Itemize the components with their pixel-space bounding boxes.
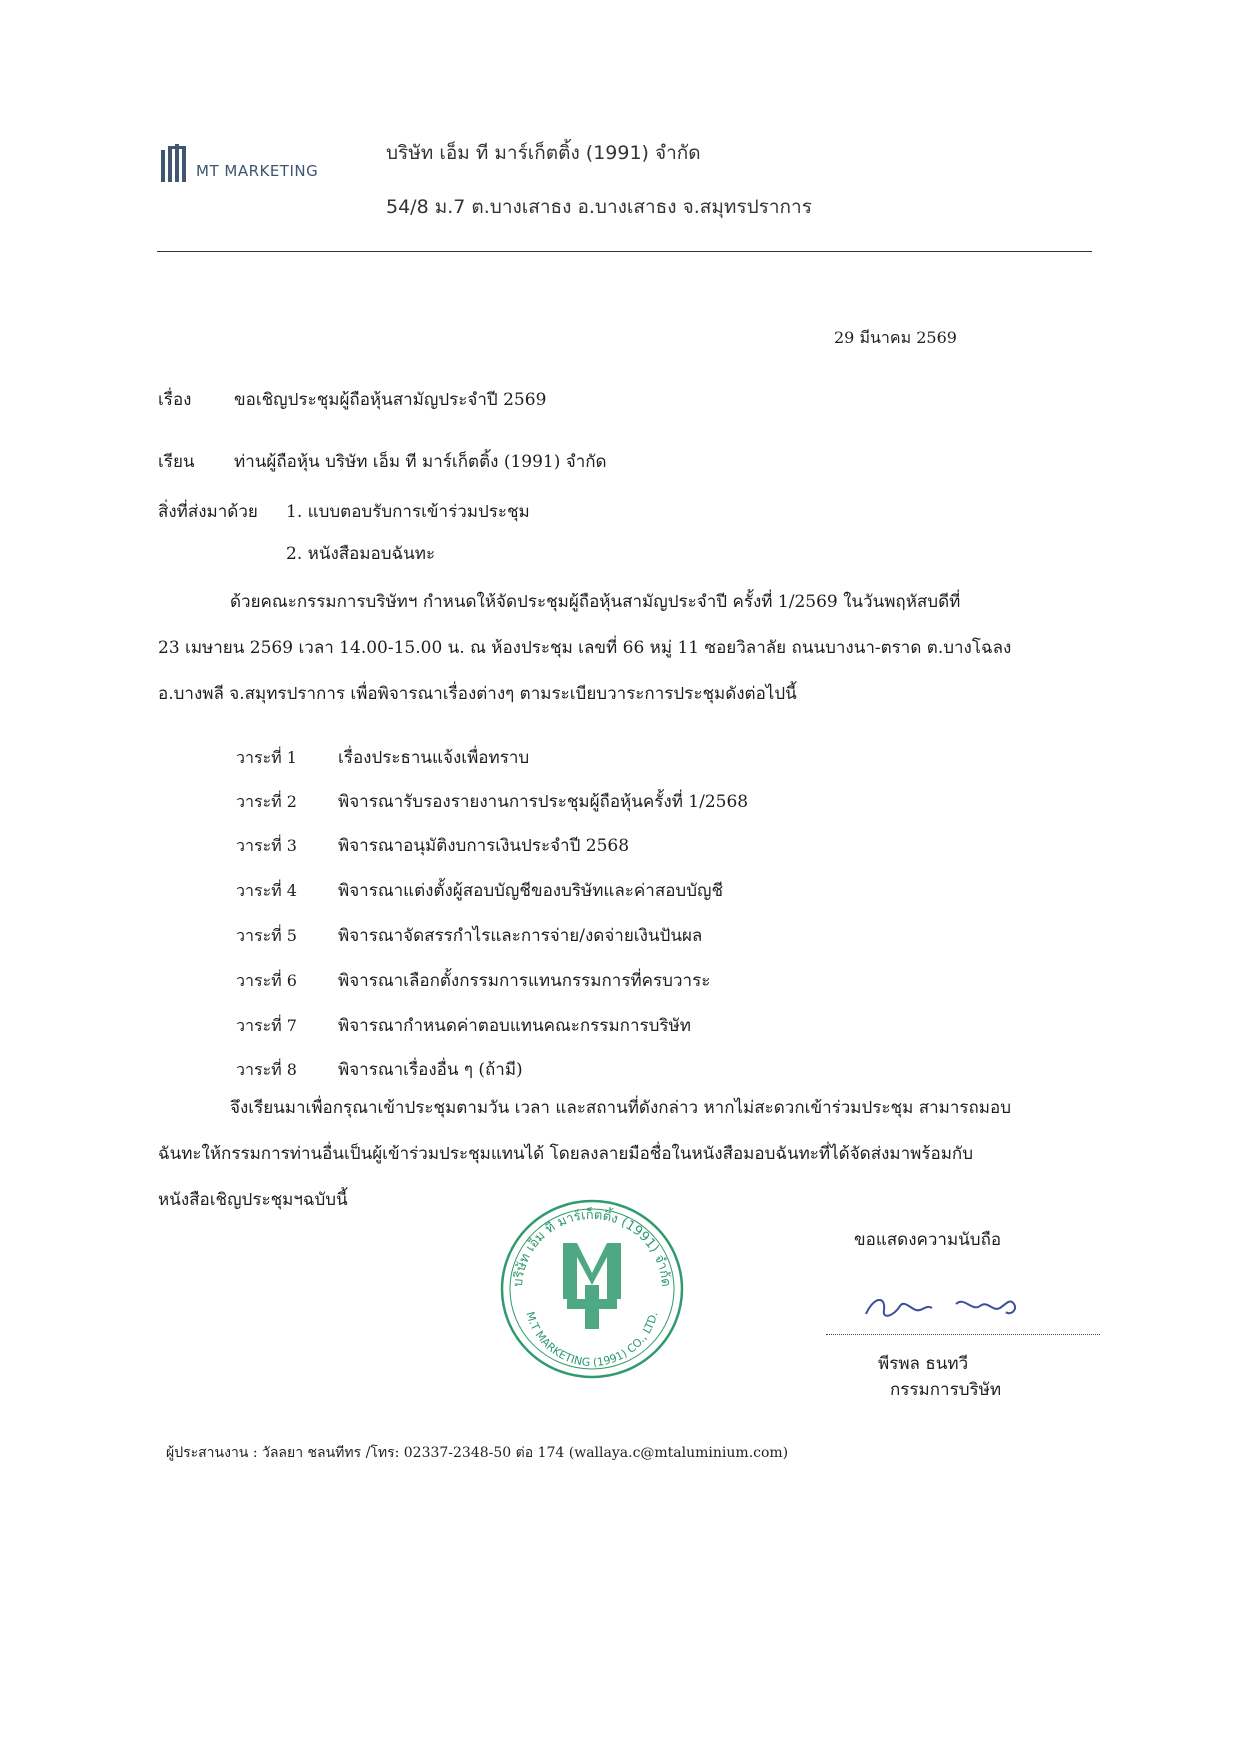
agenda-number: วาระที่ 4: [236, 881, 297, 900]
closing-line: จึงเรียนมาเพื่อกรุณาเข้าประชุมตามวัน เวลา และสถานที่ดังกล่าว หากไม่สะดวกเข้าร่วมประชุม สามารถมอบ: [230, 1098, 1012, 1118]
agenda-number: วาระที่ 6: [236, 971, 297, 990]
signatory-name: พีรพล ธนทวี: [878, 1354, 969, 1374]
body-line: ด้วยคณะกรรมการบริษัทฯ กำหนดให้จัดประชุมผู้ถือหุ้นสามัญประจำปี ครั้งที่ 1/2569 ในวันพฤหัสบดีที่: [230, 592, 961, 612]
closing-regards: ขอแสดงความนับถือ: [854, 1230, 1002, 1250]
coordinator-contact: ผู้ประสานงาน : วัลลยา ชลนทีทร /โทร: 02337-2348-50 ต่อ 174 (wallaya.c@mtaluminium.com): [166, 1445, 789, 1461]
agenda-item: พิจารณาจัดสรรกำไรและการจ่าย/งดจ่ายเงินปันผล: [338, 926, 703, 946]
stamp-top-text: บริษัท เอ็ม ที มาร์เก็ตติ้ง (1991) จำกัด: [510, 1207, 674, 1288]
subject-text: ขอเชิญประชุมผู้ถือหุ้นสามัญประจำปี 2569: [234, 390, 547, 410]
agenda-number: วาระที่ 7: [236, 1016, 297, 1035]
signatory-title: กรรมการบริษัท: [890, 1380, 1002, 1400]
stamp-bottom-text: M.T MARKETING (1991) CO., LTD.: [523, 1310, 661, 1370]
letter-date: 29 มีนาคม 2569: [834, 328, 957, 347]
to-label: เรียน: [158, 452, 195, 472]
company-address: 54/8 ม.7 ต.บางเสาธง อ.บางเสาธง จ.สมุทรปราการ: [386, 196, 812, 218]
company-name: บริษัท เอ็ม ที มาร์เก็ตติ้ง (1991) จำกัด: [386, 142, 701, 164]
signature-line: [826, 1334, 1100, 1335]
agenda-item: พิจารณาเรื่องอื่น ๆ (ถ้ามี): [338, 1060, 523, 1080]
subject-label: เรื่อง: [158, 390, 192, 410]
agenda-number: วาระที่ 2: [236, 792, 297, 811]
signature-icon: [860, 1282, 1030, 1332]
agenda-number: วาระที่ 1: [236, 748, 297, 767]
company-stamp-icon: [497, 1195, 687, 1383]
agenda-item: พิจารณากำหนดค่าตอบแทนคณะกรรมการบริษัท: [338, 1016, 691, 1036]
agenda-number: วาระที่ 8: [236, 1060, 297, 1079]
closing-line: ฉันทะให้กรรมการท่านอื่นเป็นผู้เข้าร่วมประชุมแทนได้ โดยลงลายมือชื่อในหนังสือมอบฉันทะที่ได้จัดส่งมาพร้อมกับ: [158, 1144, 973, 1164]
closing-line: หนังสือเชิญประชุมฯฉบับนี้: [158, 1190, 348, 1210]
enclosure-item: 1. แบบตอบรับการเข้าร่วมประชุม: [286, 502, 530, 522]
agenda-item: พิจารณารับรองรายงานการประชุมผู้ถือหุ้นครั้งที่ 1/2568: [338, 792, 749, 812]
logo-text: MT MARKETING: [196, 162, 319, 180]
agenda-item: เรื่องประธานแจ้งเพื่อทราบ: [338, 748, 530, 768]
agenda-number: วาระที่ 5: [236, 926, 297, 945]
agenda-item: พิจารณาแต่งตั้งผู้สอบบัญชีของบริษัทและค่าสอบบัญชี: [338, 881, 724, 901]
enclosures-label: สิ่งที่ส่งมาด้วย: [158, 502, 258, 522]
agenda-number: วาระที่ 3: [236, 836, 297, 855]
enclosure-item: 2. หนังสือมอบฉันทะ: [286, 544, 436, 564]
header-divider: [157, 251, 1092, 252]
agenda-item: พิจารณาเลือกตั้งกรรมการแทนกรรมการที่ครบวาระ: [338, 971, 711, 991]
body-line: อ.บางพลี จ.สมุทรปราการ เพื่อพิจารณาเรื่องต่างๆ ตามระเบียบวาระการประชุมดังต่อไปนี้: [158, 684, 797, 704]
company-logo-icon: [160, 144, 192, 184]
agenda-item: พิจารณาอนุมัติงบการเงินประจำปี 2568: [338, 836, 630, 856]
to-text: ท่านผู้ถือหุ้น บริษัท เอ็ม ที มาร์เก็ตติ้ง (1991) จำกัด: [234, 452, 607, 472]
body-line: 23 เมษายน 2569 เวลา 14.00-15.00 น. ณ ห้องประชุม เลขที่ 66 หมู่ 11 ซอยวิลาลัย ถนนบางนา-ตราด ต.บางโฉลง: [158, 638, 1012, 658]
